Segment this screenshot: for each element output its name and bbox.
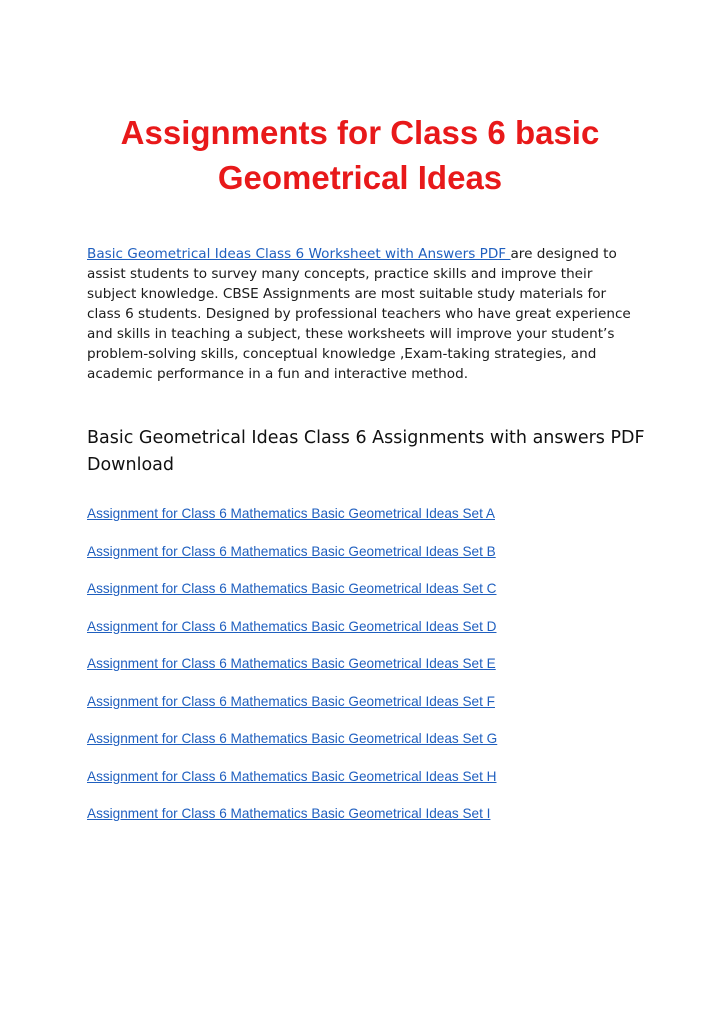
assignment-link-set-a[interactable]: Assignment for Class 6 Mathematics Basic Geometrical Ideas Set A xyxy=(87,506,495,521)
list-item xyxy=(87,543,647,581)
page-title-line-1: Assignments for Class 6 basic xyxy=(120,114,600,151)
list-item xyxy=(87,655,647,693)
assignment-link-set-g[interactable]: Assignment for Class 6 Mathematics Basic Geometrical Ideas Set G xyxy=(87,731,498,746)
intro-body-text: are designed to assist students to survey many concepts, practice skills and improve their subject knowledge. CBSE Assignments are most suitable study materials for class 6 students. Designed by professional teachers who have great experience and skills in teaching a subject, these worksheets will improve your student’s problem-solving skills, conceptual knowledge ,Exam-taking strategies, and academic performance in a fun and interactive method. xyxy=(87,246,631,382)
page-title xyxy=(60,110,660,200)
list-item xyxy=(87,805,647,843)
assignment-link-set-f[interactable]: Assignment for Class 6 Mathematics Basic Geometrical Ideas Set F xyxy=(87,693,495,709)
list-item xyxy=(87,693,647,731)
list-item xyxy=(87,505,647,543)
intro-paragraph xyxy=(87,244,643,384)
assignment-link-set-c[interactable]: Assignment for Class 6 Mathematics Basic Geometrical Ideas Set C xyxy=(87,581,497,596)
list-item xyxy=(87,768,647,806)
list-item xyxy=(87,730,647,768)
assignment-link-set-b[interactable]: Assignment for Class 6 Mathematics Basic Geometrical Ideas Set B xyxy=(87,543,496,559)
section-heading: Basic Geometrical Ideas Class 6 Assignments with answers PDF Download xyxy=(87,428,645,475)
assignment-link-set-i[interactable]: Assignment for Class 6 Mathematics Basic Geometrical Ideas Set I xyxy=(87,806,491,821)
assignment-link-set-d[interactable]: Assignment for Class 6 Mathematics Basic Geometrical Ideas Set D xyxy=(87,618,497,634)
page-title-line-2: Geometrical Ideas xyxy=(217,159,503,196)
intro-worksheet-link[interactable]: Basic Geometrical Ideas Class 6 Worksheet with Answers PDF xyxy=(87,246,511,262)
list-item xyxy=(87,580,647,618)
assignment-link-set-e[interactable]: Assignment for Class 6 Mathematics Basic Geometrical Ideas Set E xyxy=(87,656,496,671)
assignment-link-set-h[interactable]: Assignment for Class 6 Mathematics Basic Geometrical Ideas Set H xyxy=(87,768,497,784)
list-item xyxy=(87,618,647,656)
assignment-link-list xyxy=(87,505,647,843)
